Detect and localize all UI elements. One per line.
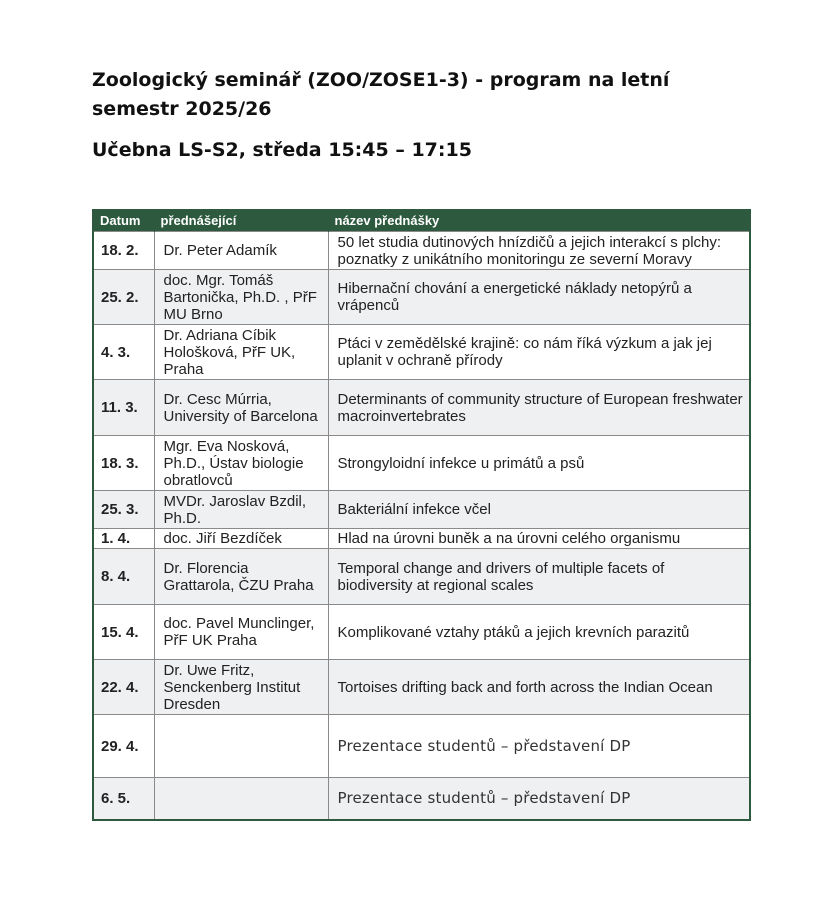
row-date: 4. 3. bbox=[93, 325, 154, 380]
row-speaker bbox=[154, 715, 328, 778]
row-date: 11. 3. bbox=[93, 380, 154, 436]
column-header-date: Datum bbox=[93, 210, 154, 232]
row-date: 25. 2. bbox=[93, 270, 154, 325]
table-row bbox=[93, 529, 750, 549]
table-row bbox=[93, 270, 750, 325]
row-topic: Determinants of community structure of European freshwater macroinvertebrates bbox=[328, 380, 750, 436]
schedule-table bbox=[92, 209, 751, 821]
row-speaker: Dr. Adriana Cíbik Hološková, PřF UK, Praha bbox=[154, 325, 328, 380]
row-topic: Tortoises drifting back and forth across the Indian Ocean bbox=[328, 660, 750, 715]
row-speaker: Dr. Cesc Múrria, University of Barcelona bbox=[154, 380, 328, 436]
row-date: 22. 4. bbox=[93, 660, 154, 715]
page-subtitle: Učebna LS-S2, středa 15:45 – 17:15 bbox=[92, 139, 472, 161]
table-row bbox=[93, 660, 750, 715]
row-topic: Bakteriální infekce včel bbox=[328, 491, 750, 529]
row-speaker bbox=[154, 778, 328, 820]
row-speaker: Mgr. Eva Nosková, Ph.D., Ústav biologie obratlovců bbox=[154, 436, 328, 491]
row-topic: 50 let studia dutinových hnízdičů a jejich interakcí s plchy: poznatky z unikátního monitoringu ze severní Moravy bbox=[328, 232, 750, 270]
row-speaker: Dr. Uwe Fritz, Senckenberg Institut Dresden bbox=[154, 660, 328, 715]
table-row bbox=[93, 715, 750, 778]
row-topic: Temporal change and drivers of multiple facets of biodiversity at regional scales bbox=[328, 549, 750, 605]
table-row bbox=[93, 325, 750, 380]
row-date: 15. 4. bbox=[93, 605, 154, 660]
row-speaker: Dr. Peter Adamík bbox=[154, 232, 328, 270]
row-date: 6. 5. bbox=[93, 778, 154, 820]
table-row bbox=[93, 549, 750, 605]
column-header-topic: název přednášky bbox=[328, 210, 750, 232]
row-topic: Komplikované vztahy ptáků a jejich krevních parazitů bbox=[328, 605, 750, 660]
row-speaker: doc. Pavel Munclinger, PřF UK Praha bbox=[154, 605, 328, 660]
table-body bbox=[93, 232, 750, 820]
row-topic: Hibernační chování a energetické náklady netopýrů a vrápenců bbox=[328, 270, 750, 325]
table-row bbox=[93, 436, 750, 491]
row-speaker: MVDr. Jaroslav Bzdil, Ph.D. bbox=[154, 491, 328, 529]
row-topic: Strongyloidní infekce u primátů a psů bbox=[328, 436, 750, 491]
row-date: 25. 3. bbox=[93, 491, 154, 529]
table-row bbox=[93, 491, 750, 529]
table-row bbox=[93, 605, 750, 660]
row-date: 8. 4. bbox=[93, 549, 154, 605]
row-speaker: doc. Mgr. Tomáš Bartonička, Ph.D. , PřF MU Brno bbox=[154, 270, 328, 325]
row-topic: Prezentace studentů – představení DP bbox=[328, 715, 750, 778]
row-date: 18. 2. bbox=[93, 232, 154, 270]
row-topic: Prezentace studentů – představení DP bbox=[328, 778, 750, 820]
table-row bbox=[93, 380, 750, 436]
table-header bbox=[93, 210, 750, 232]
row-topic: Hlad na úrovni buněk a na úrovni celého organismu bbox=[328, 529, 750, 549]
table-row bbox=[93, 232, 750, 270]
row-date: 29. 4. bbox=[93, 715, 154, 778]
page-title: Zoologický seminář (ZOO/ZOSE1-3) - program na letní semestr 2025/26 bbox=[92, 69, 670, 120]
column-header-speaker: přednášející bbox=[154, 210, 328, 232]
table-row bbox=[93, 778, 750, 820]
row-date: 18. 3. bbox=[93, 436, 154, 491]
header-row bbox=[93, 210, 750, 232]
row-speaker: doc. Jiří Bezdíček bbox=[154, 529, 328, 549]
row-date: 1. 4. bbox=[93, 529, 154, 549]
row-topic: Ptáci v zemědělské krajině: co nám říká výzkum a jak jej uplanit v ochraně přírody bbox=[328, 325, 750, 380]
row-speaker: Dr. Florencia Grattarola, ČZU Praha bbox=[154, 549, 328, 605]
